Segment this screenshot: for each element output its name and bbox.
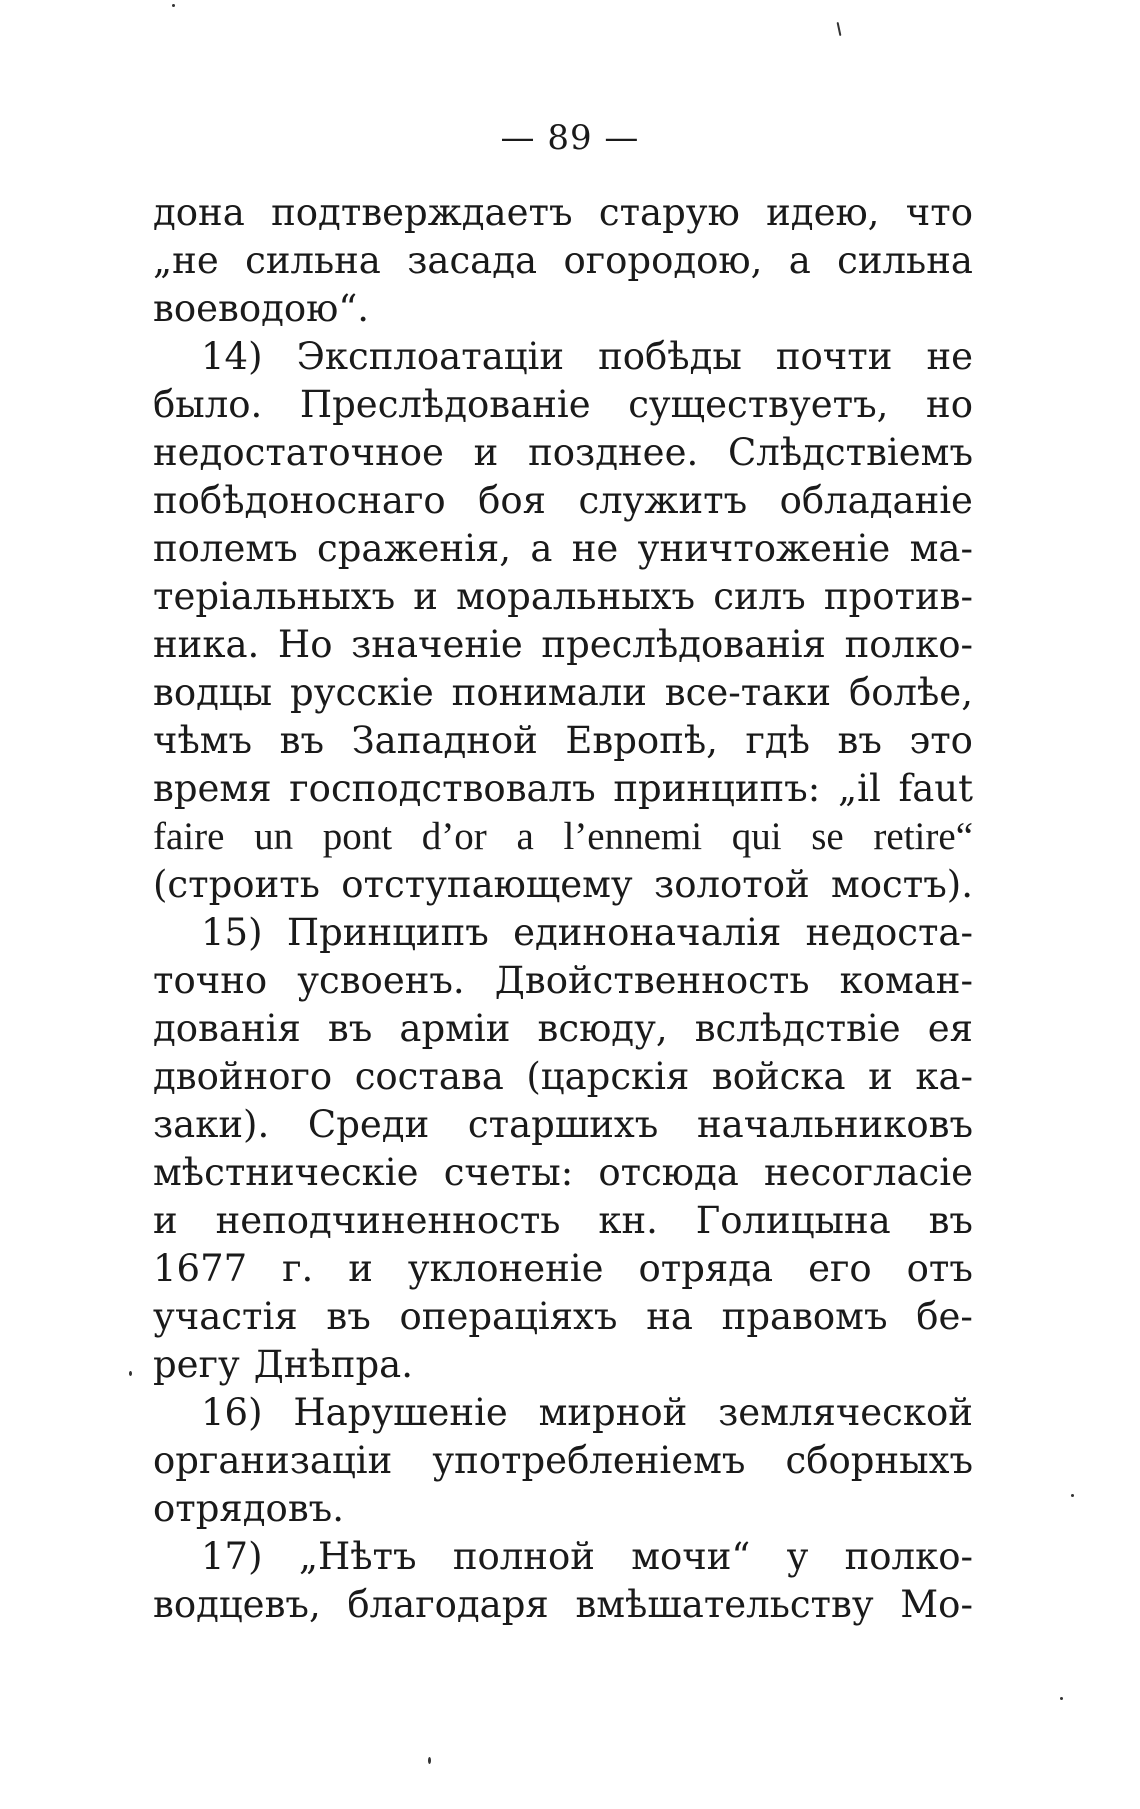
text-line: отрядовъ. (153, 1487, 344, 1530)
text-line: время господствовалъ принципъ: „il faut (153, 767, 973, 810)
text-line: регу Днѣпра. (153, 1343, 413, 1386)
text-line: побѣдоноснаго боя служитъ обладаніе (153, 479, 973, 522)
text-line: водцы русскіе понимали все-таки болѣе, (153, 671, 973, 714)
print-speck (1071, 1494, 1074, 1497)
text-line: чѣмъ въ Западной Европѣ, гдѣ въ это (153, 719, 973, 762)
text-line: полемъ сраженія, а не уничтоженіе ма- (153, 527, 973, 570)
text-line: водцевъ, благодаря вмѣшательству Мо- (153, 1583, 973, 1626)
text-line: „не сильна засада огородою, а сильна (153, 239, 973, 282)
print-speck (837, 22, 842, 36)
text-line: участія въ операціяхъ на правомъ бе- (153, 1295, 973, 1338)
text-line: ника. Но значеніе преслѣдованія полко- (153, 623, 973, 666)
text-line: 16) Нарушеніе мирной земляческой (201, 1391, 973, 1434)
print-speck (129, 1371, 132, 1376)
text-line: теріальныхъ и моральныхъ силъ против- (153, 575, 973, 618)
print-speck (172, 4, 175, 7)
text-line: недостаточное и позднее. Слѣдствіемъ (153, 431, 973, 474)
text-line: и неподчиненность кн. Голицына въ (153, 1199, 973, 1242)
text-line: faire un pont d’or a l’ennemi qui se retire“ (153, 815, 973, 858)
text-line: 15) Принципъ единоначалія недоста- (201, 911, 973, 954)
print-speck (428, 1757, 431, 1764)
text-line: (строить отступающему золотой мостъ). (153, 863, 973, 906)
text-line: организаціи употребленіемъ сборныхъ (153, 1439, 973, 1482)
text-line: было. Преслѣдованіе существуетъ, но (153, 383, 973, 426)
text-line: 14) Эксплоатаціи побѣды почти не (201, 335, 973, 378)
text-line: двойного состава (царскія войска и ка- (153, 1055, 973, 1098)
text-line: 1677 г. и уклоненіе отряда его отъ (153, 1247, 973, 1290)
print-speck (1060, 1697, 1063, 1700)
text-line: точно усвоенъ. Двойственность коман- (153, 959, 973, 1002)
text-line: мѣстническіе счеты: отсюда несогласіе (153, 1151, 973, 1194)
text-line: воеводою“. (153, 287, 370, 330)
page-number: — 89 — (500, 118, 640, 158)
body-text (153, 189, 973, 1629)
text-line: дона подтверждаетъ старую идею, что (153, 191, 973, 234)
text-line: 17) „Нѣтъ полной мочи“ у полко- (201, 1535, 973, 1578)
text-line: дованія въ арміи всюду, вслѣдствіе ея (153, 1007, 973, 1050)
text-line: заки). Среди старшихъ начальниковъ (153, 1103, 973, 1146)
